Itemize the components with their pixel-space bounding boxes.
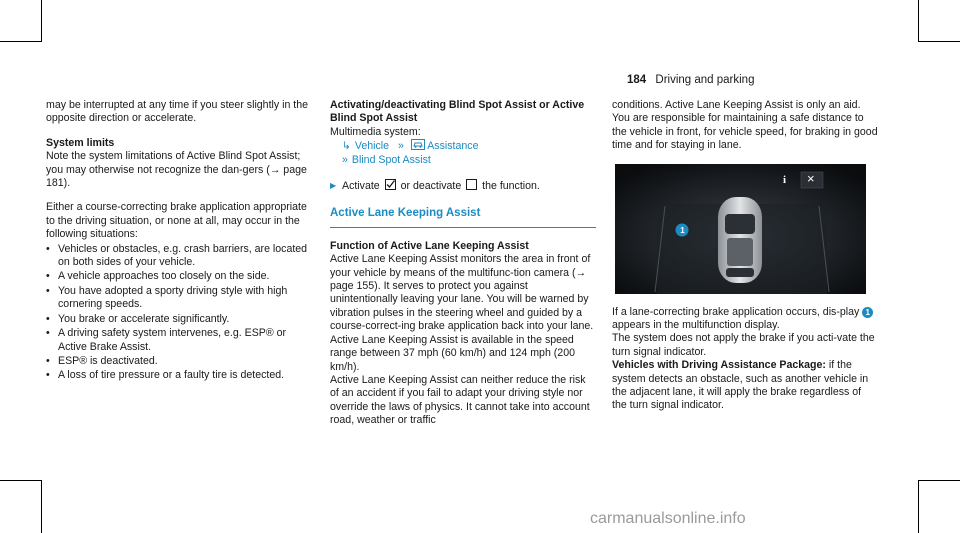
lane-correction-text: If a lane-correcting brake application occurs, dis‑play 1 appears in the multifunction display. [612, 306, 878, 333]
watermark: carmanualsonline.info [590, 510, 746, 527]
turn-signal-text: The system does not apply the brake if you acti‑vate the turn signal indicator. [612, 332, 875, 358]
menu-path-1 [342, 139, 596, 153]
list-item: • You brake or accelerate significantly. [46, 313, 312, 326]
risk-text: Active Lane Keeping Assist can neither reduce the risk of an accident if you fail to adapt your driving style nor override the laws of physics. It cannot take into account road, weather or traffic [330, 373, 590, 427]
page-number: 184 [627, 74, 647, 86]
close-icon[interactable]: × [807, 170, 815, 186]
crop-mark [918, 0, 919, 42]
availability-text: Active Lane Keeping Assist is available in the speed range between 37 mph (60 km/h) and 124 mph (200 km/h). [330, 333, 575, 373]
checked-box-icon [385, 179, 396, 190]
crop-mark [41, 480, 42, 533]
menu-blind-spot-link[interactable]: Blind Spot Assist [351, 153, 431, 166]
column-right [612, 99, 878, 413]
package-text: Vehicles with Driving Assistance Package: if the system detects an obstacle, such as another vehicle in the adjacent lane, it will apply the brake regardless of the turn signal indicator. [612, 359, 869, 412]
list-item: • A vehicle approaches too closely on the side. [46, 270, 312, 283]
menu-path-2 [342, 154, 596, 167]
list-item: • ESP® is deactivated. [46, 355, 312, 368]
system-limits-heading: System limits [46, 136, 115, 149]
column-middle [330, 99, 596, 428]
list-item: • A driving safety system intervenes, e.g. ESP® or Active Brake Assist. [46, 327, 312, 354]
crop-mark [0, 41, 42, 42]
multimedia-label: Multimedia system: [330, 125, 421, 138]
double-chevron-icon: » [342, 153, 348, 166]
arrow-icon: ↳ [342, 140, 351, 153]
activation-heading: Activating/deactivating Blind Spot Assist or Active Blind Spot Assist [330, 99, 585, 125]
intro-text: may be interrupted at any time if you steer slightly in the opposite direction or accelerate. [46, 99, 309, 125]
menu-assistance-link[interactable]: Assistance [427, 140, 479, 153]
function-heading: Function of Active Lane Keeping Assist [330, 239, 529, 252]
crop-mark [918, 480, 919, 533]
section-heading: Active Lane Keeping Assist [330, 207, 596, 227]
display-illustration [615, 164, 866, 294]
car-top-view [718, 197, 762, 283]
activate-instruction: ▶ Activate or deactivate the function. [330, 179, 596, 193]
situations-intro: Either a course-correcting brake application appropriate to the driving situation, or none at all, may occur in the following situations: [46, 201, 307, 241]
crop-mark [918, 480, 960, 481]
crop-mark [0, 480, 42, 481]
situations-list [46, 243, 312, 383]
crop-mark [918, 41, 960, 42]
continued-text: conditions. Active Lane Keeping Assist is only an aid. You are responsible for maintaining a safe distance to the vehicle in front, for vehicle speed, for braking in good time and for staying in lane. [612, 99, 878, 152]
section-name: Driving and parking [655, 74, 755, 86]
function-text: Active Lane Keeping Assist monitors the area in front of your vehicle by means of the multifunc‑tion camera (→ page 155). It serves to protect you against unintentionally leaving your lane. You will be warned by vibration pulses in the steering wheel and guided by a course-correct‑ing brake application back into your lane. [330, 253, 594, 333]
callout-badge-inline: 1 [862, 307, 873, 318]
unchecked-box-icon [466, 179, 477, 190]
callout-badge: 1 [680, 225, 685, 235]
list-item: • You have adopted a sporty driving style with high cornering speeds. [46, 285, 312, 312]
column-left [46, 99, 312, 383]
info-icon[interactable]: i [783, 173, 787, 186]
multifunction-display-figure [615, 164, 866, 294]
crop-mark [41, 0, 42, 42]
system-limits-text: Note the system limitations of Active Blind Spot Assist; you may otherwise not recognize the dan‑gers (→ page 181). [46, 150, 307, 190]
page-header [627, 74, 754, 86]
double-chevron-icon: » [398, 140, 404, 153]
menu-vehicle-link[interactable]: Vehicle [354, 140, 390, 153]
car-icon [411, 139, 425, 150]
list-item: • A loss of tire pressure or a faulty tire is detected. [46, 369, 312, 382]
list-item: • Vehicles or obstacles, e.g. crash barriers, are located on both sides of your vehicle. [46, 243, 312, 270]
